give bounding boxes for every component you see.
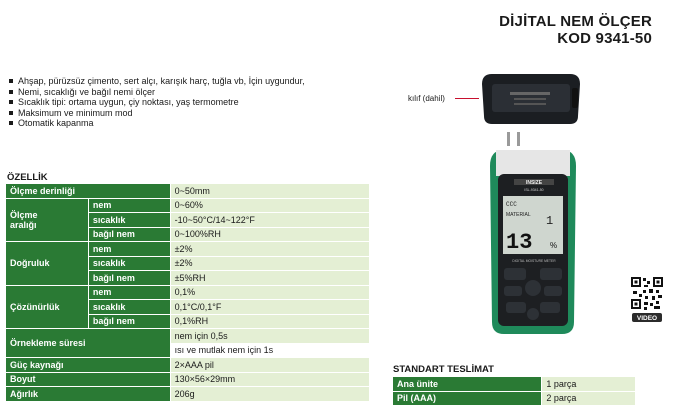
lcd-main-reading: 13: [506, 230, 533, 255]
lcd-display: [503, 196, 563, 255]
delivery-item: Pil (AAA): [393, 391, 542, 406]
feature-list: [8, 76, 305, 129]
spec-sublabel: bağıl nem: [88, 271, 170, 286]
spec-value: 0,1%RH: [170, 314, 369, 329]
standard-delivery-heading: STANDART TESLİMAT: [393, 364, 494, 375]
table-row: [6, 198, 370, 213]
qr-code: [630, 276, 664, 324]
spec-sublabel: sıcaklık: [88, 213, 170, 228]
feature-item: Otomatik kapanma: [8, 118, 305, 129]
spec-sublabel: bağıl nem: [88, 314, 170, 329]
lcd-mode: MATERIAL: [506, 212, 531, 218]
spec-value: 0~100%RH: [170, 227, 369, 242]
spec-value: ısı ve mutlak nem için 1s: [170, 343, 369, 358]
spec-table: [5, 183, 370, 402]
spec-sublabel: nem: [88, 198, 170, 213]
brand-logo: INSIZE: [525, 180, 543, 186]
standard-delivery-table: [392, 376, 636, 406]
table-row: [6, 184, 370, 199]
spec-label: Ölçme aralığı: [6, 198, 89, 242]
qr-video-label: VIDEO: [636, 315, 658, 322]
lcd-top-indicator: CCC: [506, 201, 517, 208]
spec-sublabel: sıcaklık: [88, 256, 170, 271]
spec-label: Güç kaynağı: [6, 358, 171, 373]
product-code: KOD 9341-50: [557, 30, 652, 47]
spec-sublabel: nem: [88, 242, 170, 257]
spec-heading: ÖZELLİK: [7, 172, 48, 183]
delivery-qty: 2 parça: [542, 391, 636, 406]
table-row: [6, 285, 370, 300]
table-row: [6, 387, 370, 402]
spec-sublabel: nem: [88, 285, 170, 300]
spec-value: 0,1°C/0,1°F: [170, 300, 369, 315]
table-row: [393, 391, 636, 406]
table-row: [6, 372, 370, 387]
spec-value: 0,1%: [170, 285, 369, 300]
spec-label: Ölçme derinliği: [6, 184, 171, 199]
moisture-meter-image: [470, 66, 600, 346]
spec-value: ±2%: [170, 256, 369, 271]
spec-value: 2×AAA pil: [170, 358, 369, 373]
spec-value: ±2%: [170, 242, 369, 257]
spec-label: Ağırlık: [6, 387, 171, 402]
delivery-qty: 1 parça: [542, 377, 636, 392]
spec-value: -10~50°C/14~122°F: [170, 213, 369, 228]
table-row: [6, 358, 370, 373]
spec-value: 0~60%: [170, 198, 369, 213]
spec-label: Çözünürlük: [6, 285, 89, 329]
spec-label: Doğruluk: [6, 242, 89, 286]
probe-pins: [507, 132, 520, 146]
protective-cap: [482, 74, 580, 124]
spec-sublabel: sıcaklık: [88, 300, 170, 315]
lcd-unit: %: [550, 241, 558, 250]
feature-item: Ahşap, pürüzsüz çimento, sert alçı, karışık harç, tuğla vb, İçin uygundur,: [8, 76, 305, 87]
spec-label: Örnekleme süresi: [6, 329, 171, 358]
table-row: [393, 377, 636, 392]
spec-value: ±5%RH: [170, 271, 369, 286]
feature-item: Maksimum ve minimum mod: [8, 108, 305, 119]
spec-sublabel: bağıl nem: [88, 227, 170, 242]
model-label: ISL-9341-50: [524, 188, 544, 192]
spec-value: 130×56×29mm: [170, 372, 369, 387]
device-name-label: DIGITAL MOISTURE METER: [512, 259, 556, 263]
lcd-small-digit: 1: [546, 214, 554, 228]
table-row: [6, 329, 370, 344]
case-label: kılıf (dahil): [408, 94, 445, 103]
spec-value: nem için 0,5s: [170, 329, 369, 344]
feature-item: Nemi, sıcaklığı ve bağıl nemi ölçer: [8, 87, 305, 98]
delivery-item: Ana ünite: [393, 377, 542, 392]
feature-item: Sıcaklık tipi: ortama uygun, çiy noktası, yaş termometre: [8, 97, 305, 108]
spec-label: Boyut: [6, 372, 171, 387]
table-row: [6, 242, 370, 257]
product-title: DİJİTAL NEM ÖLÇER: [499, 13, 652, 30]
spec-value: 0~50mm: [170, 184, 369, 199]
spec-value: 206g: [170, 387, 369, 402]
